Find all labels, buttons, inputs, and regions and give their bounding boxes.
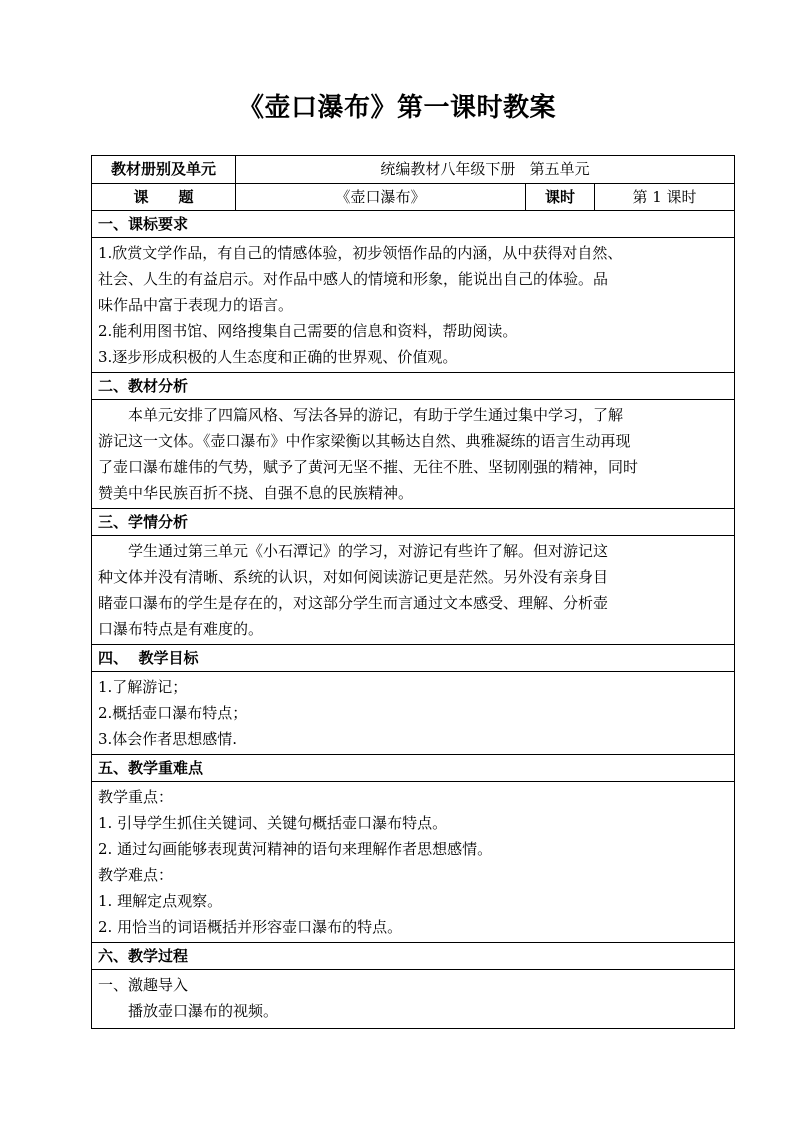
process-line: 一、激趣导入 <box>98 976 189 994</box>
objectives-content-row <box>92 672 735 755</box>
learner-analysis-content <box>92 536 735 645</box>
topic-value: 《壶口瀑布》 <box>236 184 526 211</box>
standards-line: 3.逐步形成积极的人生态度和正确的世界观、价值观。 <box>98 348 458 366</box>
standards-content <box>92 238 735 373</box>
material-analysis-content-row <box>92 400 735 509</box>
learner-analysis-line: 睹壶口瀑布的学生是存在的，对这部分学生而言通过文本感受、理解、分析壶 <box>98 594 609 612</box>
learner-analysis-line: 种文体并没有清晰、系统的认识，对如何阅读游记更是茫然。另外没有亲身目 <box>98 568 609 586</box>
key-points-content-row <box>92 782 735 943</box>
key-points-heading: 五、教学重难点 <box>92 755 735 782</box>
key-points-line: 1. 理解定点观察。 <box>98 892 223 910</box>
material-value: 统编教材八年级下册 第五单元 <box>236 156 735 184</box>
learner-analysis-line: 学生通过第三单元《小石潭记》的学习，对游记有些许了解。但对游记这 <box>128 542 609 560</box>
period-value: 第 1 课时 <box>595 184 735 211</box>
standards-line: 1.欣赏文学作品，有自己的情感体验，初步领悟作品的内涵，从中获得对自然、 <box>98 244 623 262</box>
objectives-content <box>92 672 735 755</box>
material-analysis-line: 了壶口瀑布雄伟的气势，赋予了黄河无坚不摧、无往不胜、坚韧刚强的精神，同时 <box>98 458 639 476</box>
standards-heading: 一、课标要求 <box>92 211 735 238</box>
material-label: 教材册别及单元 <box>92 156 236 184</box>
material-analysis-line: 赞美中华民族百折不挠、自强不息的民族精神。 <box>98 484 414 502</box>
learner-analysis-content-row <box>92 536 735 645</box>
material-analysis-content <box>92 400 735 509</box>
process-content <box>92 970 735 1029</box>
process-heading: 六、教学过程 <box>92 943 735 970</box>
objectives-line: 3.体会作者思想感情. <box>98 730 238 748</box>
key-points-heading-row <box>92 755 735 782</box>
process-line: 播放壶口瀑布的视频。 <box>128 1002 279 1020</box>
key-points-content <box>92 782 735 943</box>
key-points-line: 教学难点： <box>98 866 174 884</box>
learner-analysis-line: 口瀑布特点是有难度的。 <box>98 620 264 638</box>
key-points-line: 2. 用恰当的词语概括并形容壶口瀑布的特点。 <box>98 918 403 936</box>
objectives-line: 2.概括壶口瀑布特点； <box>98 704 248 722</box>
process-heading-row <box>92 943 735 970</box>
material-row <box>92 156 735 184</box>
process-content-row <box>92 970 735 1029</box>
material-analysis-heading: 二、教材分析 <box>92 373 735 400</box>
standards-line: 味作品中富于表现力的语言。 <box>98 296 294 314</box>
objectives-line: 1.了解游记； <box>98 678 188 696</box>
standards-content-row <box>92 238 735 373</box>
key-points-line: 1. 引导学生抓住关键词、关键句概括壶口瀑布特点。 <box>98 814 448 832</box>
period-label: 课时 <box>526 184 595 211</box>
topic-label: 课 题 <box>92 184 236 211</box>
standards-line: 2.能利用图书馆、网络搜集自己需要的信息和资料，帮助阅读。 <box>98 322 518 340</box>
learner-analysis-heading-row <box>92 509 735 536</box>
learner-analysis-heading: 三、学情分析 <box>92 509 735 536</box>
objectives-heading: 四、 教学目标 <box>92 645 735 672</box>
document-title: 《壶口瀑布》第一课时教案 <box>237 93 556 123</box>
standards-heading-row <box>92 211 735 238</box>
material-analysis-line: 本单元安排了四篇风格、写法各异的游记，有助于学生通过集中学习，了解 <box>128 406 624 424</box>
material-analysis-heading-row <box>92 373 735 400</box>
key-points-line: 2. 通过勾画能够表现黄河精神的语句来理解作者思想感情。 <box>98 840 493 858</box>
lesson-plan-table <box>91 155 735 1029</box>
topic-row <box>92 184 735 211</box>
objectives-heading-row <box>92 645 735 672</box>
key-points-line: 教学重点： <box>98 788 174 806</box>
standards-line: 社会、人生的有益启示。对作品中感人的情境和形象，能说出自己的体验。品 <box>98 270 609 288</box>
material-analysis-line: 游记这一文体。《壶口瀑布》中作家梁衡以其畅达自然、典雅凝练的语言生动再现 <box>98 432 631 450</box>
